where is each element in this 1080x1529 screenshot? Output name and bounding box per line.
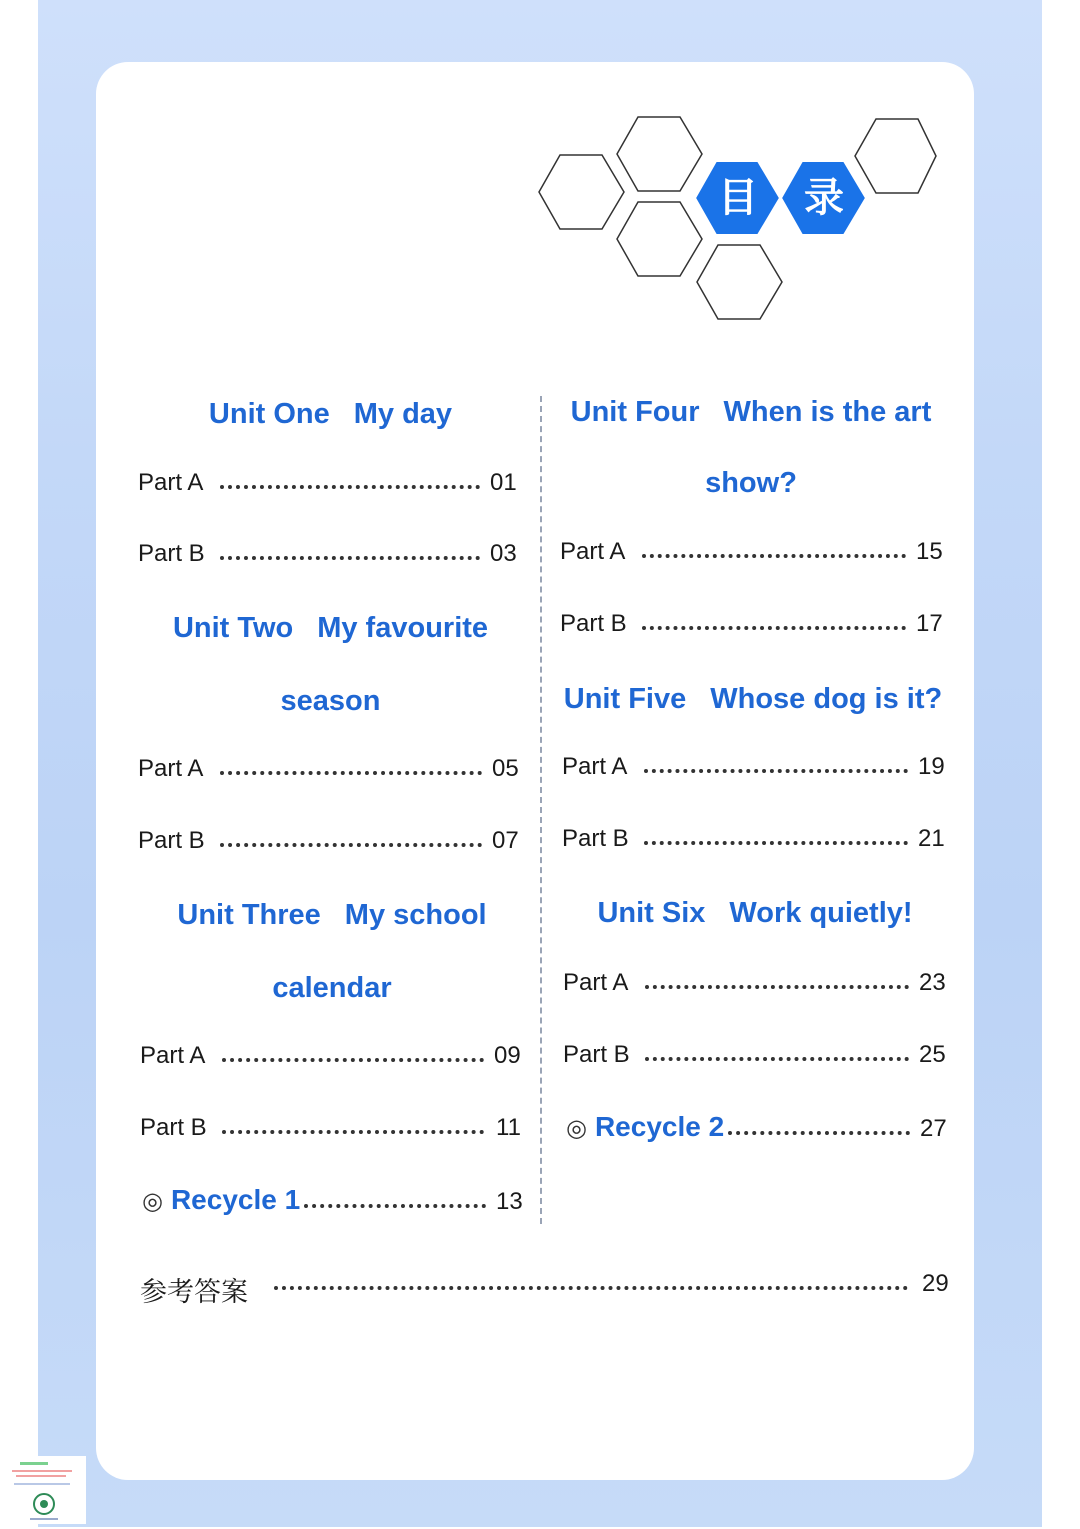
page-number: 21 bbox=[918, 825, 945, 852]
dot-leader bbox=[220, 843, 482, 847]
entry-label: Part A bbox=[560, 538, 626, 565]
unit-two-name: Unit Two bbox=[172, 612, 294, 644]
dot-leader bbox=[728, 1131, 910, 1135]
corner-stamp bbox=[6, 1456, 86, 1524]
unit-six-name: Unit Six bbox=[597, 897, 706, 929]
dot-leader bbox=[220, 485, 480, 489]
unit-three-title-line1: My school bbox=[344, 899, 487, 931]
entry-label: Part A bbox=[138, 469, 204, 496]
toc-entry-unit-six-part-a[interactable] bbox=[563, 969, 948, 1003]
toc-entry-unit-one-part-a[interactable] bbox=[138, 469, 523, 503]
entry-label: Part A bbox=[562, 753, 628, 780]
unit-five-heading bbox=[560, 683, 946, 716]
toc-entry-unit-five-part-a[interactable] bbox=[562, 753, 947, 787]
unit-four-name: Unit Four bbox=[570, 396, 700, 428]
unit-two-heading bbox=[138, 612, 523, 645]
recycle-circle-icon: ◎ bbox=[142, 1188, 163, 1215]
dot-leader bbox=[642, 554, 906, 558]
dot-leader bbox=[274, 1286, 908, 1290]
entry-label: Part B bbox=[563, 1041, 630, 1068]
toc-entry-unit-three-part-b[interactable] bbox=[140, 1114, 525, 1148]
toc-entry-unit-six-part-b[interactable] bbox=[563, 1041, 948, 1075]
entry-label: Part B bbox=[138, 540, 205, 567]
page-number: 13 bbox=[496, 1188, 523, 1215]
page-number: 01 bbox=[490, 469, 517, 496]
page-number: 19 bbox=[918, 753, 945, 780]
entry-label: Part B bbox=[140, 1114, 207, 1141]
unit-four-title-line2: show? bbox=[705, 467, 797, 499]
toc-entry-recycle-1[interactable] bbox=[142, 1184, 527, 1222]
toc-entry-answers[interactable] bbox=[140, 1270, 952, 1308]
recycle-1-label: Recycle 1 bbox=[170, 1184, 301, 1215]
dot-leader bbox=[222, 1130, 484, 1134]
unit-four-heading bbox=[560, 396, 942, 429]
answers-label: 参考答案 bbox=[140, 1277, 248, 1308]
unit-two-title-line2: season bbox=[280, 685, 381, 717]
unit-six-title: Work quietly! bbox=[729, 897, 913, 929]
contents-header bbox=[530, 108, 950, 328]
dot-leader bbox=[645, 1057, 909, 1061]
dot-leader bbox=[644, 841, 908, 845]
unit-three-title-line2: calendar bbox=[272, 972, 392, 1004]
page-number: 09 bbox=[494, 1042, 521, 1069]
unit-five-name: Unit Five bbox=[563, 683, 687, 715]
dot-leader bbox=[645, 985, 909, 989]
toc-entry-unit-three-part-a[interactable] bbox=[140, 1042, 525, 1076]
entry-label: Part A bbox=[563, 969, 629, 996]
header-char-mu: 目 bbox=[718, 175, 758, 221]
page-number: 17 bbox=[916, 610, 943, 637]
page-number: 05 bbox=[492, 755, 519, 782]
toc-entry-unit-four-part-a[interactable] bbox=[560, 538, 945, 572]
toc-entry-unit-four-part-b[interactable] bbox=[560, 610, 945, 644]
unit-one-heading bbox=[138, 398, 523, 431]
page-number: 11 bbox=[496, 1114, 521, 1141]
page-number: 25 bbox=[919, 1041, 946, 1068]
entry-label: Part A bbox=[138, 755, 204, 782]
page-number: 07 bbox=[492, 827, 519, 854]
toc-entry-unit-two-part-b[interactable] bbox=[138, 827, 523, 861]
dot-leader bbox=[644, 769, 908, 773]
entry-label: Part A bbox=[140, 1042, 206, 1069]
recycle-2-label: Recycle 2 bbox=[594, 1111, 725, 1142]
page-number: 29 bbox=[922, 1270, 949, 1297]
recycle-1-title bbox=[142, 1184, 300, 1216]
dot-leader bbox=[220, 556, 480, 560]
unit-three-name: Unit Three bbox=[177, 899, 321, 931]
dot-leader bbox=[222, 1058, 484, 1062]
toc-entry-unit-two-part-a[interactable] bbox=[138, 755, 523, 789]
unit-six-heading bbox=[562, 897, 948, 930]
page-number: 23 bbox=[919, 969, 946, 996]
entry-label: Part B bbox=[560, 610, 627, 637]
unit-two-title-line1: My favourite bbox=[317, 612, 489, 644]
unit-one-title: My day bbox=[353, 398, 453, 430]
unit-three-heading bbox=[138, 899, 526, 932]
page-number: 15 bbox=[916, 538, 943, 565]
dot-leader bbox=[220, 771, 482, 775]
recycle-circle-icon: ◎ bbox=[566, 1115, 587, 1142]
entry-label: Part B bbox=[138, 827, 205, 854]
stamp-logo-icon bbox=[6, 1456, 86, 1524]
column-divider bbox=[540, 396, 542, 1224]
dot-leader bbox=[642, 626, 906, 630]
page-margin bbox=[1042, 0, 1080, 1527]
unit-one-name: Unit One bbox=[208, 398, 330, 430]
page-number: 03 bbox=[490, 540, 517, 567]
unit-four-title-line1: When is the art bbox=[723, 396, 932, 428]
page-number: 27 bbox=[920, 1115, 947, 1142]
toc-entry-recycle-2[interactable] bbox=[566, 1111, 951, 1149]
recycle-2-title bbox=[566, 1111, 724, 1143]
dot-leader bbox=[304, 1204, 486, 1208]
toc-entry-unit-five-part-b[interactable] bbox=[562, 825, 947, 859]
entry-label: Part B bbox=[562, 825, 629, 852]
toc-entry-unit-one-part-b[interactable] bbox=[138, 540, 523, 574]
unit-five-title: Whose dog is it? bbox=[710, 683, 943, 715]
header-char-lu: 录 bbox=[804, 175, 844, 221]
